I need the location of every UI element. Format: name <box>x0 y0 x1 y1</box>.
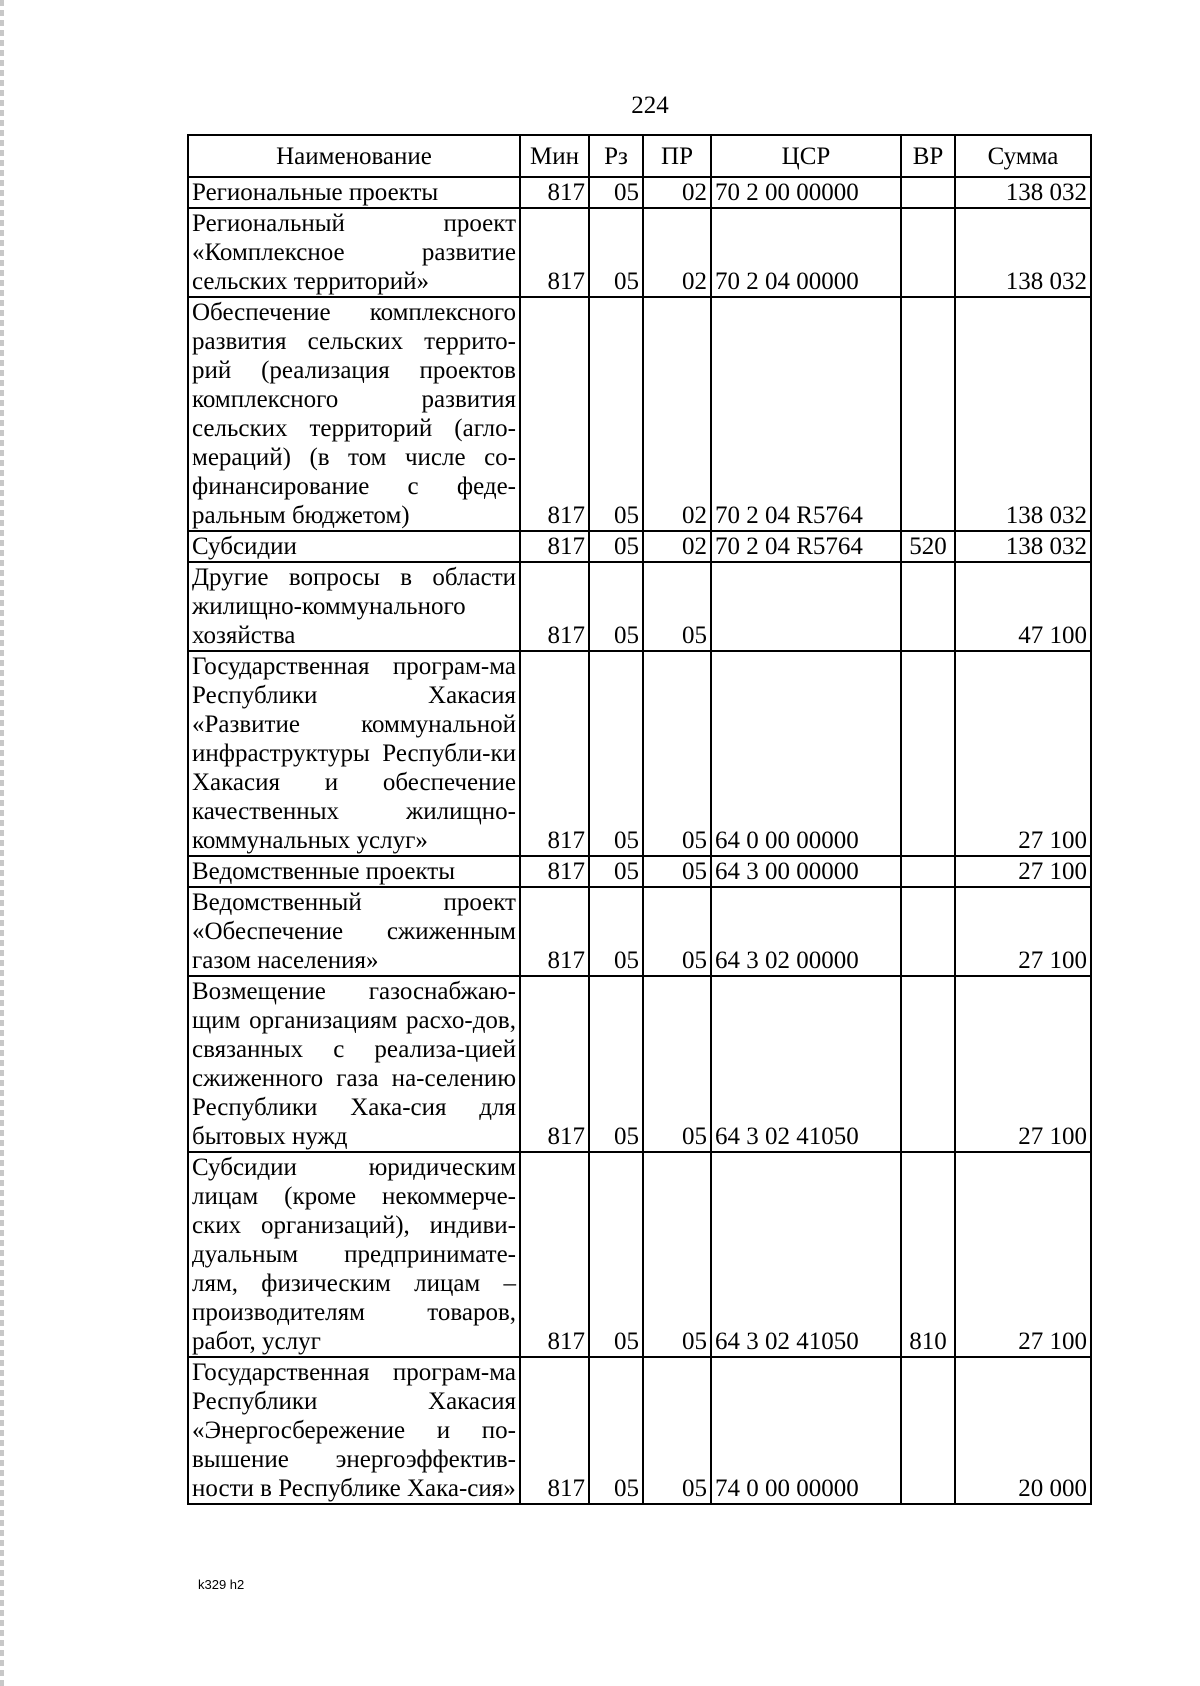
cell-vr <box>901 208 955 297</box>
cell-pr: 05 <box>643 1357 711 1504</box>
header-pr: ПР <box>643 135 711 177</box>
cell-vr <box>901 1357 955 1504</box>
cell-min: 817 <box>520 208 589 297</box>
cell-vr <box>901 976 955 1152</box>
header-min: Мин <box>520 135 589 177</box>
cell-min: 817 <box>520 856 589 887</box>
cell-vr <box>901 887 955 976</box>
cell-vr: 810 <box>901 1152 955 1357</box>
cell-sum: 27 100 <box>955 976 1091 1152</box>
cell-sum: 138 032 <box>955 177 1091 208</box>
header-rz: Рз <box>589 135 643 177</box>
cell-sum: 27 100 <box>955 651 1091 856</box>
cell-rz: 05 <box>589 856 643 887</box>
scan-edge <box>0 0 4 1686</box>
table-row <box>188 562 1091 651</box>
header-sum: Сумма <box>955 135 1091 177</box>
cell-csr <box>711 562 901 651</box>
cell-min: 817 <box>520 297 589 531</box>
cell-csr: 70 2 04 R5764 <box>711 297 901 531</box>
cell-pr: 02 <box>643 177 711 208</box>
cell-csr: 70 2 04 R5764 <box>711 531 901 562</box>
page-number: 224 <box>631 92 669 119</box>
cell-name: Ведомственные проекты <box>188 856 520 887</box>
table-row <box>188 297 1091 531</box>
table-row <box>188 887 1091 976</box>
cell-sum: 27 100 <box>955 887 1091 976</box>
table-header-row <box>188 135 1091 177</box>
header-csr: ЦСР <box>711 135 901 177</box>
cell-rz: 05 <box>589 562 643 651</box>
cell-rz: 05 <box>589 531 643 562</box>
cell-sum: 138 032 <box>955 531 1091 562</box>
cell-vr <box>901 856 955 887</box>
table-row <box>188 856 1091 887</box>
cell-min: 817 <box>520 976 589 1152</box>
budget-table <box>187 134 1092 1505</box>
cell-pr: 05 <box>643 651 711 856</box>
cell-sum: 47 100 <box>955 562 1091 651</box>
header-name: Наименование <box>188 135 520 177</box>
cell-name: Субсидии <box>188 531 520 562</box>
cell-vr <box>901 177 955 208</box>
table-row <box>188 1152 1091 1357</box>
cell-csr: 70 2 00 00000 <box>711 177 901 208</box>
cell-csr: 64 3 02 41050 <box>711 1152 901 1357</box>
table-row <box>188 651 1091 856</box>
cell-rz: 05 <box>589 976 643 1152</box>
cell-rz: 05 <box>589 651 643 856</box>
cell-pr: 02 <box>643 297 711 531</box>
cell-rz: 05 <box>589 887 643 976</box>
table-row <box>188 976 1091 1152</box>
cell-csr: 64 0 00 00000 <box>711 651 901 856</box>
cell-rz: 05 <box>589 297 643 531</box>
cell-name: Ведомственный проект «Обеспечение сжиженным газом населения» <box>188 887 520 976</box>
cell-name: Государственная програм-ма Республики Хакасия «Развитие коммунальной инфраструктуры Республи-ки Хакасия и обеспечение качественных жилищно-коммунальных услуг» <box>188 651 520 856</box>
cell-rz: 05 <box>589 1152 643 1357</box>
cell-csr: 70 2 04 00000 <box>711 208 901 297</box>
cell-name: Возмещение газоснабжаю-щим организациям расхо-дов, связанных с реализа-цией сжиженного газа на-селению Республики Хака-сия для бытовых нужд <box>188 976 520 1152</box>
cell-csr: 74 0 00 00000 <box>711 1357 901 1504</box>
cell-min: 817 <box>520 1357 589 1504</box>
cell-min: 817 <box>520 651 589 856</box>
cell-csr: 64 3 02 41050 <box>711 976 901 1152</box>
header-vr: ВР <box>901 135 955 177</box>
cell-sum: 20 000 <box>955 1357 1091 1504</box>
cell-name: Региональный проект «Комплексное развитие сельских территорий» <box>188 208 520 297</box>
cell-vr <box>901 297 955 531</box>
cell-min: 817 <box>520 177 589 208</box>
cell-pr: 05 <box>643 562 711 651</box>
table-row <box>188 177 1091 208</box>
cell-sum: 27 100 <box>955 1152 1091 1357</box>
cell-vr: 520 <box>901 531 955 562</box>
cell-name: Другие вопросы в области жилищно-коммунального хозяйства <box>188 562 520 651</box>
cell-pr: 02 <box>643 208 711 297</box>
cell-min: 817 <box>520 531 589 562</box>
cell-vr <box>901 562 955 651</box>
cell-pr: 05 <box>643 976 711 1152</box>
cell-pr: 02 <box>643 531 711 562</box>
cell-min: 817 <box>520 562 589 651</box>
cell-sum: 27 100 <box>955 856 1091 887</box>
cell-name: Региональные проекты <box>188 177 520 208</box>
cell-rz: 05 <box>589 1357 643 1504</box>
table-row <box>188 531 1091 562</box>
cell-pr: 05 <box>643 1152 711 1357</box>
cell-name: Обеспечение комплексного развития сельских террито-рий (реализация проектов комплексного развития сельских территорий (агло-мераций) (в том числе со-финансирование с феде-ральным бюджетом) <box>188 297 520 531</box>
cell-rz: 05 <box>589 177 643 208</box>
table-body <box>188 177 1091 1504</box>
table-row <box>188 1357 1091 1504</box>
cell-sum: 138 032 <box>955 208 1091 297</box>
cell-sum: 138 032 <box>955 297 1091 531</box>
table-row <box>188 208 1091 297</box>
cell-csr: 64 3 00 00000 <box>711 856 901 887</box>
cell-min: 817 <box>520 887 589 976</box>
document-code: k329 h2 <box>198 1577 245 1592</box>
cell-pr: 05 <box>643 856 711 887</box>
cell-pr: 05 <box>643 887 711 976</box>
cell-csr: 64 3 02 00000 <box>711 887 901 976</box>
cell-rz: 05 <box>589 208 643 297</box>
cell-vr <box>901 651 955 856</box>
cell-name: Государственная програм-ма Республики Хакасия «Энергосбережение и по-вышение энергоэффектив-ности в Республике Хака-сия» <box>188 1357 520 1504</box>
cell-min: 817 <box>520 1152 589 1357</box>
cell-name: Субсидии юридическим лицам (кроме некоммерче-ских организаций), индиви-дуальным предпринимате-лям, физическим лицам – производителям товаров, работ, услуг <box>188 1152 520 1357</box>
